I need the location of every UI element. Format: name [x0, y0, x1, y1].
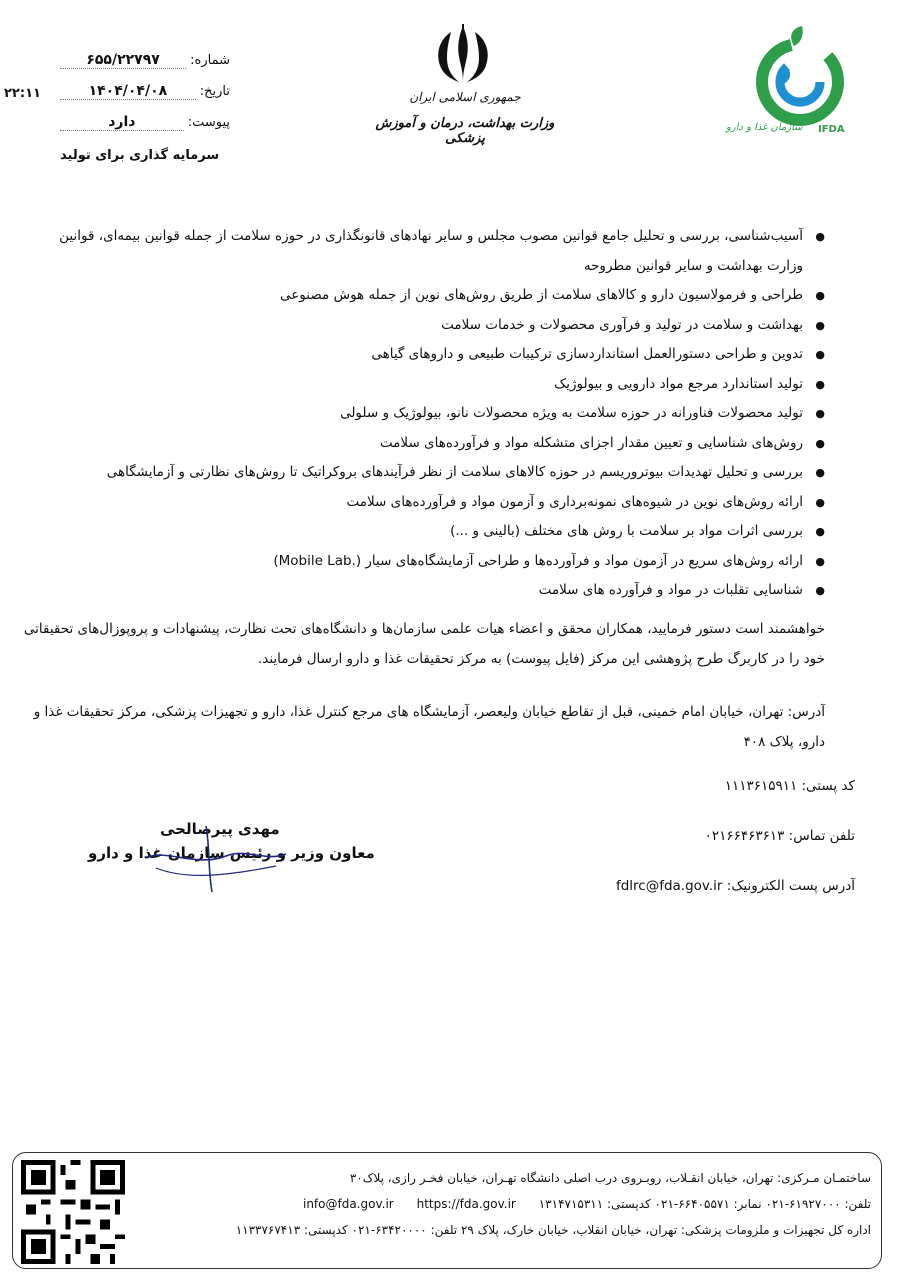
date-label: تاریخ:: [199, 84, 230, 99]
list-item: ● تدوین و طراحی دستورالعمل استانداردسازی ترکیبات طبیعی و داروهای گیاهی: [35, 340, 825, 370]
list-item: ● شناسایی تقلبات در مواد و فرآورده های سلامت: [35, 576, 825, 606]
letter-subject: سرمایه گذاری برای تولید: [60, 148, 220, 163]
list-item: ● بررسی و تحلیل تهدیدات بیوتروریسم در حوزه کالاهای سلامت از نظر فرآیندهای بروکراتیک تا روش‌های نظارتی و آزمایشگاهی: [35, 458, 825, 488]
qr-code-icon: [21, 1160, 125, 1264]
signatory-name: مهدی پیرصالحی: [160, 820, 280, 838]
footer-email-link[interactable]: info@fda.gov.ir: [302, 1197, 394, 1211]
email-link[interactable]: fdlrc@fda.gov.ir: [615, 878, 723, 894]
footer-contact-row: [131, 1191, 871, 1217]
date-value: ۱۴۰۴/۰۴/۰۸: [60, 83, 196, 100]
date-row: [60, 83, 230, 114]
phone-number: تلفن تماس: ۰۲۱۶۶۴۶۳۶۱۳: [704, 828, 855, 844]
request-paragraph: خواهشمند است دستور فرمایید، همکاران محقق و اعضاء هیات علمی سازمان‌ها و دانشگاه‌های تحت نظارت، پیشنهادات و پروپوزال‌های تحقیقاتی خود را در کاربرگ طرح پژوهشی این مرکز (فایل پیوست) به مرکز تحقیقات غذا و دارو ارسال فرمایند.: [23, 621, 825, 667]
logo-abbr: IFDA: [818, 124, 845, 135]
postal-code: کد پستی: ۱۱۱۳۶۱۵۹۱۱: [724, 778, 855, 794]
logo-caption: سازمان غذا و دارو: [726, 122, 803, 133]
list-item: ● تولید استاندارد مرجع مواد دارویی و بیولوژیک: [35, 370, 825, 400]
list-item: ● تولید محصولات فناورانه در حوزه سلامت به ویژه محصولات نانو، بیولوژیک و سلولی: [35, 399, 825, 429]
emblem-country: جمهوری اسلامی ایران: [409, 90, 521, 104]
list-item: ● ارائه روش‌های سریع در آزمون مواد و فرآورده‌ها و طراحی آزمایشگاه‌های سیار (.Mobile Lab): [35, 547, 825, 577]
time-stamp: ۲۲:۱۱: [4, 86, 41, 101]
list-item: ● آسیب‌شناسی، بررسی و تحلیل جامع قوانین مصوب مجلس و سایر نهادهای قانونگذاری در حوزه سلامت از جمله قوانین بیمه‌ای، قوانین وزارت بهداشت و سایر قوانین مطروحه: [35, 222, 825, 281]
attachment-label: پیوست:: [187, 115, 230, 130]
iran-emblem-icon: [418, 22, 508, 92]
ifda-logo: [722, 24, 862, 144]
list-item: ● روش‌های شناسایی و تعیین مقدار اجزای متشکله مواد و فرآورده‌های سلامت: [35, 429, 825, 459]
attachment-row: [60, 114, 230, 145]
number-label: شماره:: [190, 53, 230, 68]
footer-website-link[interactable]: https://fda.gov.ir: [416, 1197, 516, 1211]
footer-info: [131, 1165, 871, 1243]
emblem-ministry: وزارت بهداشت، درمان و آموزش پزشکی: [375, 116, 555, 146]
list-item: ● طراحی و فرمولاسیون دارو و کالاهای سلامت از طریق روش‌های نوین از جمله هوش مصنوعی: [35, 281, 825, 311]
footer-phone: تلفن: ۶۱۹۲۷۰۰۰-۰۲۱ نمابر: ۶۶۴۰۵۵۷۱-۰۲۱ کدپستی: ۱۳۱۴۷۱۵۳۱۱: [538, 1197, 871, 1211]
list-item: ● ارائه روش‌های نوین در شیوه‌های نمونه‌برداری و آزمون مواد و فرآورده‌های سلامت: [35, 488, 825, 518]
email-line: [616, 878, 855, 894]
letterhead-footer: [12, 1152, 882, 1269]
letter-meta: [60, 52, 230, 145]
attachment-value: دارد: [60, 114, 184, 131]
address-text: آدرس: تهران، خیابان امام خمینی، قبل از تقاطع خیابان ولیعصر، آزمایشگاه های مرجع کنترل غذا، دارو و تجهیزات پزشکی، مرکز تحقیقات غذا و دارو، پلاک ۴۰۸: [33, 704, 825, 750]
email-label: آدرس پست الکترونیک:: [726, 878, 855, 894]
list-item: ● بررسی اثرات مواد بر سلامت با روش های مختلف (بالینی و ...): [35, 517, 825, 547]
number-row: [60, 52, 230, 83]
signatory-title: معاون وزیر و رئیس سازمان غذا و دارو: [88, 844, 375, 862]
footer-department: اداره کل تجهیزات و ملزومات پزشکی: تهران، خیابان انقلاب، خیابان خارک، پلاک ۲۹ تلفن: ۶۳۴۲۰۰۰۰-۰۲۱ کدپستی: ۱۱۳۳۷۶۷۴۱۳: [235, 1223, 871, 1237]
number-value: ۶۵۵/۲۲۷۹۷: [60, 52, 186, 69]
topics-list: [35, 222, 825, 606]
list-item: ● بهداشت و سلامت در تولید و فرآوری محصولات و خدمات سلامت: [35, 311, 825, 341]
handwritten-signature-icon: [136, 818, 296, 898]
footer-address: ساختمـان مـرکزی: تهران، خیابان انقـلاب، روبـروی درب اصلی دانشگاه تهـران، خیابان فخـر رازی، پلاک۳۰: [349, 1171, 871, 1185]
